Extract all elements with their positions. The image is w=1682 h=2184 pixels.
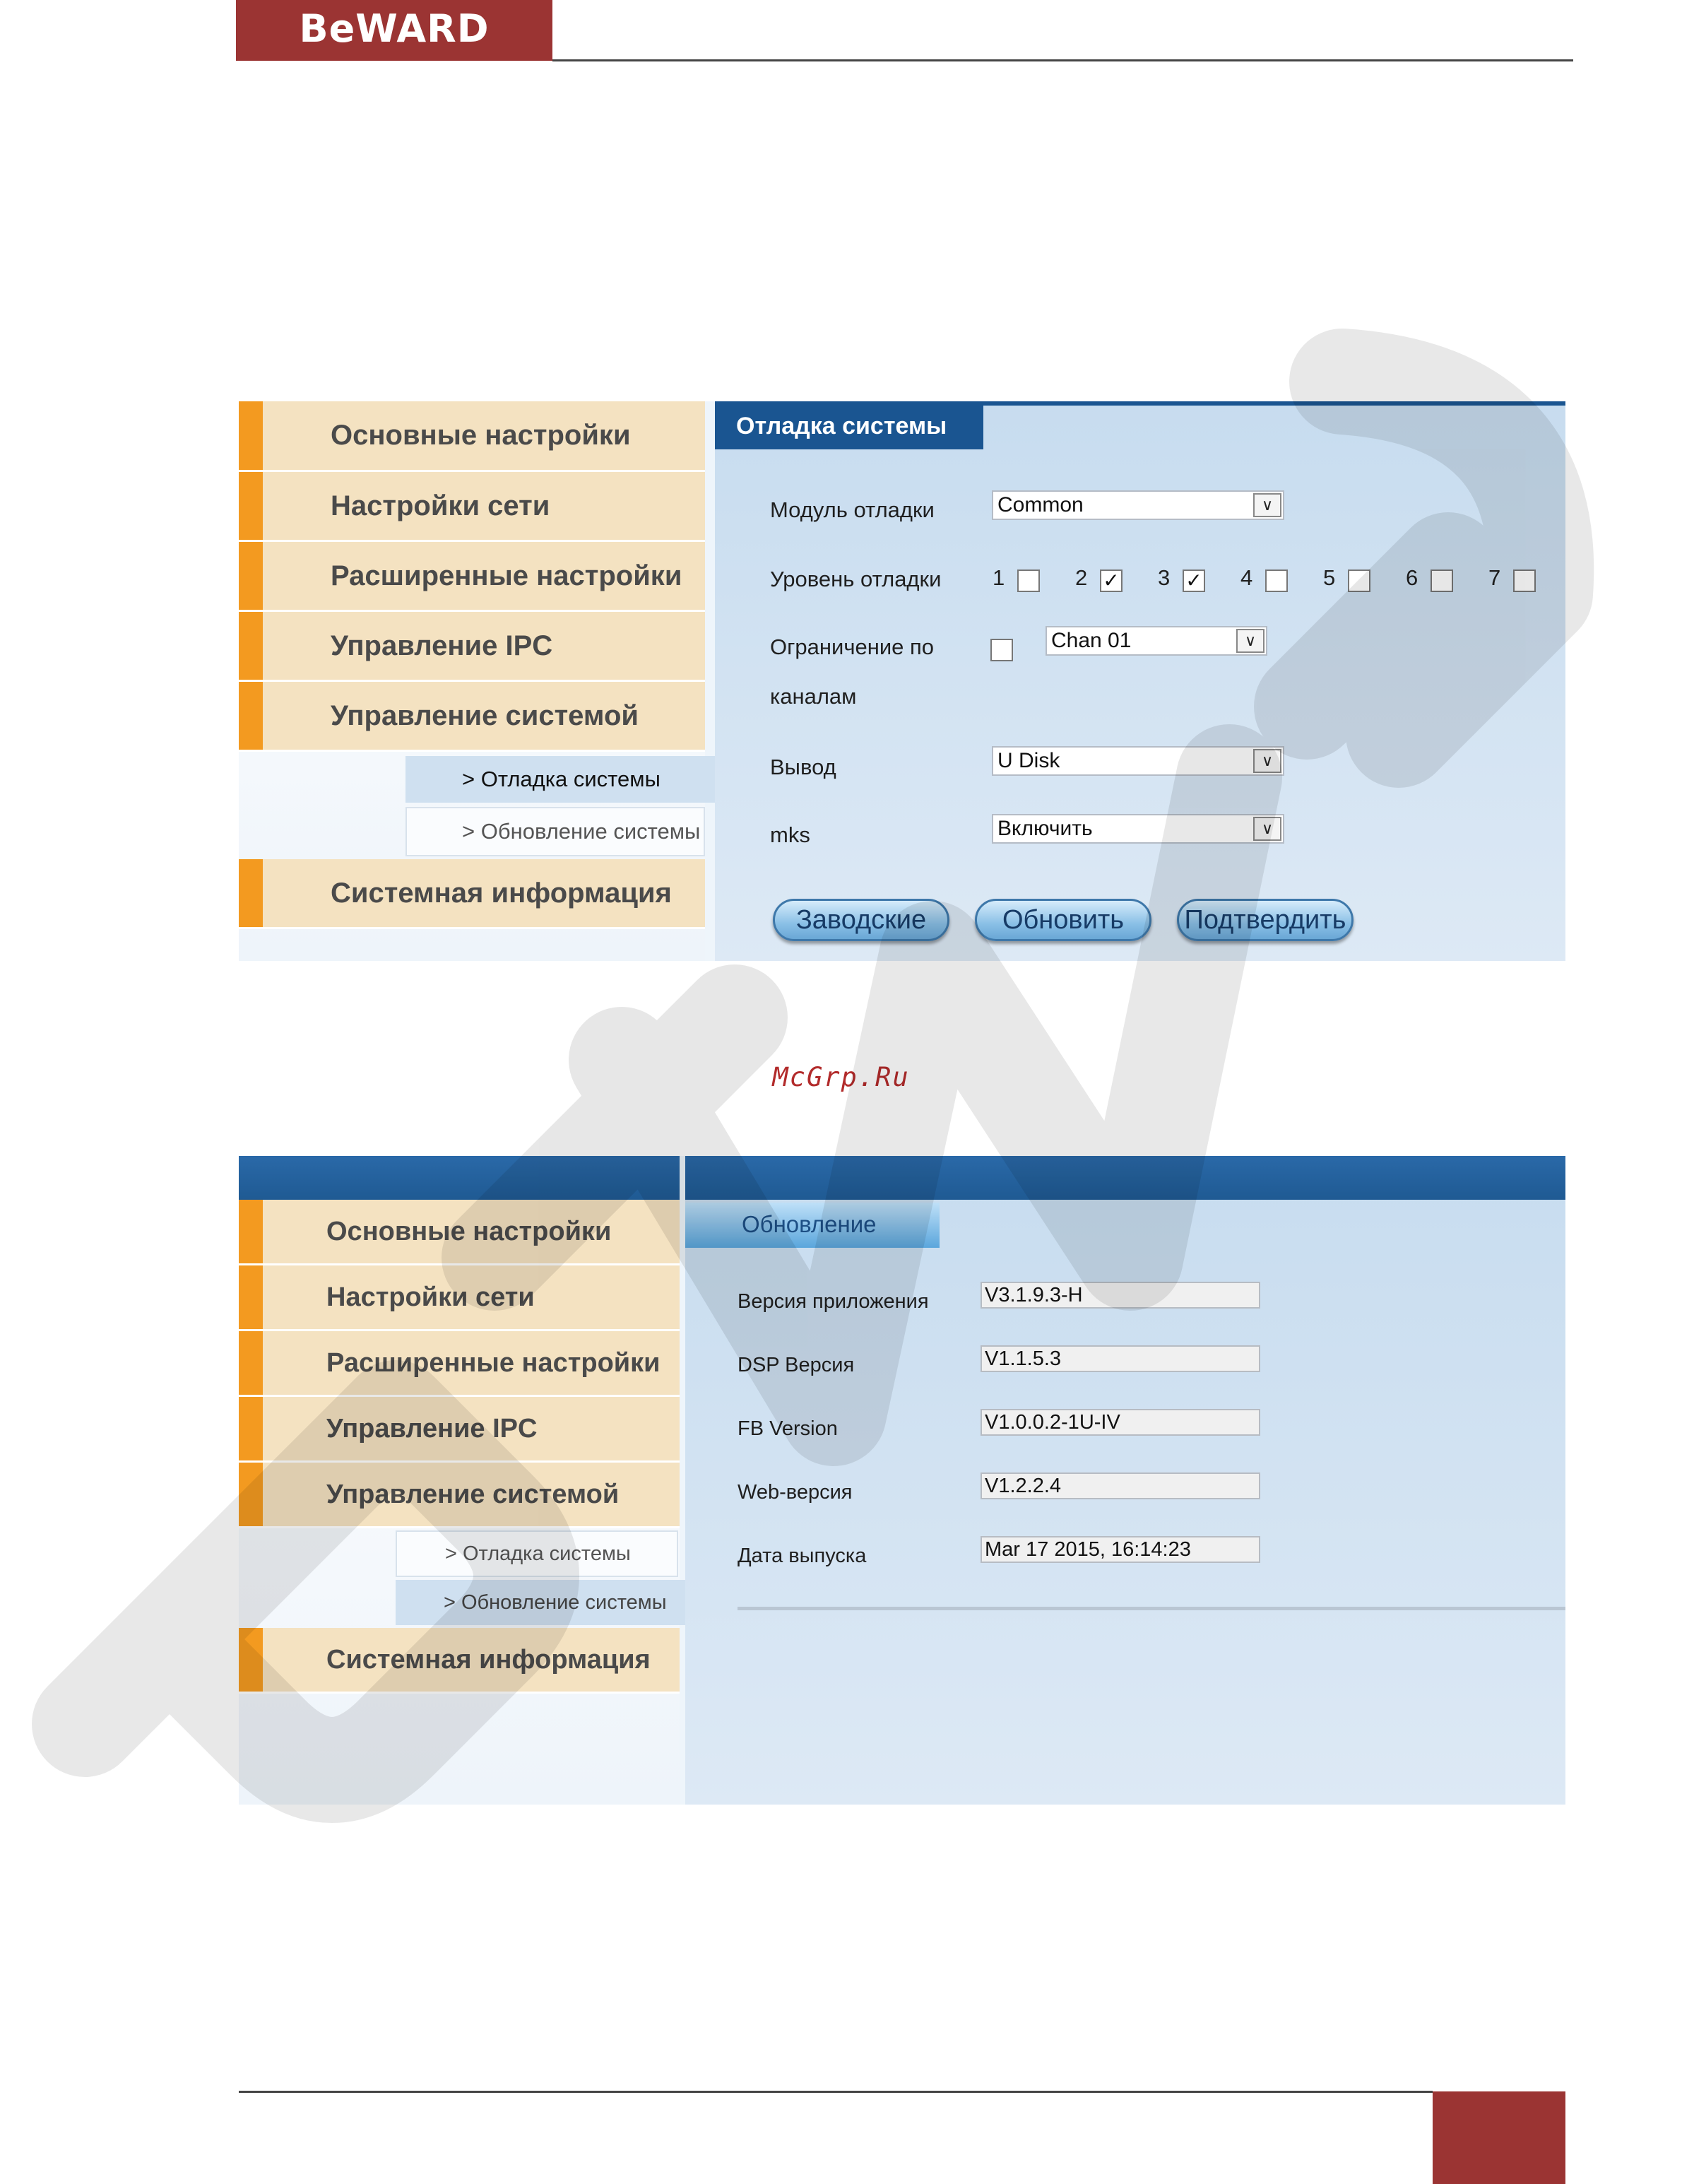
update-screenshot [239,1156,1565,1805]
debug-module-label: Модуль отладки [770,497,935,522]
chevron-down-icon[interactable]: ∨ [1253,817,1281,841]
debug-module-value: Common [997,493,1084,517]
nav-label: Управление IPC [326,1413,538,1444]
mks-value: Включить [997,817,1093,840]
chevron-down-icon[interactable]: ∨ [1253,749,1281,773]
footer-page-box [1433,2091,1565,2184]
nav-label: Управление системой [331,700,639,731]
channel-select[interactable] [1046,626,1267,656]
debug-module-select[interactable] [992,490,1284,520]
nav-label: Системная информация [326,1644,651,1675]
web-version-field: V1.2.2.4 [981,1472,1260,1499]
debug-panel [715,401,1565,961]
channel-limit-label: Ограничение по [770,634,935,659]
subnav-system-debug[interactable]: > Отладка системы [405,756,716,803]
nav-label: Основные настройки [326,1216,612,1246]
level-number: 6 [1406,565,1419,590]
nav-basic-settings[interactable] [239,1200,680,1265]
fb-version-field: V1.0.0.2-1U-IV [981,1409,1260,1436]
web-version-label: Web-версия [738,1481,853,1504]
nav-label: Управление IPC [331,630,553,661]
level-3-checkbox[interactable]: ✓ [1183,569,1205,592]
site-watermark-text: McGrp.Ru [772,1062,910,1092]
brand-logo: BeWARD [299,6,490,51]
output-select[interactable] [992,746,1284,776]
nav-label: Системная информация [331,877,672,909]
level-number: 7 [1488,565,1501,590]
app-version-label: Версия приложения [738,1290,929,1313]
level-6-checkbox[interactable] [1431,569,1453,592]
nav-ipc-management[interactable] [239,612,705,682]
nav-system-management[interactable] [239,1463,680,1528]
level-number: 4 [1240,565,1253,590]
subnav-system-update[interactable]: > Обновление системы [396,1580,685,1625]
channel-limit-label-cont: каналам [770,684,857,709]
sidebar [239,401,705,961]
level-number: 3 [1158,565,1171,590]
chevron-down-icon[interactable]: ∨ [1253,493,1281,517]
level-number: 2 [1075,565,1088,590]
channel-limit-checkbox[interactable] [990,639,1013,661]
nav-network-settings[interactable] [239,1265,680,1331]
level-number: 5 [1323,565,1336,590]
header-rule [552,59,1573,61]
nav-advanced-settings[interactable] [239,1331,680,1397]
sidebar [239,1156,680,1805]
channel-value: Chan 01 [1051,629,1132,652]
nav-label: Управление системой [326,1479,620,1509]
chevron-down-icon[interactable]: ∨ [1236,629,1265,653]
subnav-system-update[interactable]: > Обновление системы [405,807,705,856]
fb-version-label: FB Version [738,1417,838,1440]
tab-update[interactable]: Обновление [685,1203,940,1248]
debug-screenshot [239,401,1565,961]
divider [738,1607,1565,1610]
panel-header-bar [685,1156,1565,1200]
level-7-checkbox[interactable] [1513,569,1536,592]
nav-system-management[interactable] [239,682,705,752]
mks-label: mks [770,822,810,847]
release-date-field: Mar 17 2015, 16:14:23 [981,1536,1260,1563]
release-date-label: Дата выпуска [738,1545,867,1567]
dsp-version-field: V1.1.5.3 [981,1345,1260,1372]
level-number: 1 [993,565,1005,590]
output-value: U Disk [997,749,1060,772]
level-5-checkbox[interactable] [1348,569,1370,592]
app-version-field: V3.1.9.3-H [981,1282,1260,1309]
sidebar-header-bar [239,1156,680,1200]
nav-system-info[interactable] [239,859,705,929]
nav-ipc-management[interactable] [239,1397,680,1463]
output-label: Вывод [770,755,836,779]
level-2-checkbox[interactable]: ✓ [1100,569,1123,592]
nav-label: Основные настройки [331,420,631,451]
debug-level-label: Уровень отладки [770,567,942,591]
update-panel [685,1156,1565,1805]
nav-advanced-settings[interactable] [239,542,705,612]
dsp-version-label: DSP Версия [738,1354,855,1376]
factory-defaults-button[interactable]: Заводские [773,899,949,941]
tab-system-debug[interactable]: Отладка системы [715,406,983,449]
nav-label: Настройки сети [326,1282,535,1312]
mks-select[interactable] [992,814,1284,844]
confirm-button[interactable]: Подтвердить [1177,899,1354,941]
footer-rule [239,2091,1433,2093]
refresh-button[interactable]: Обновить [975,899,1151,941]
nav-label: Расширенные настройки [331,560,682,591]
subnav-system-debug[interactable]: > Отладка системы [396,1530,678,1577]
nav-label: Настройки сети [331,490,550,521]
nav-basic-settings[interactable] [239,401,705,472]
nav-label: Расширенные настройки [326,1347,661,1378]
nav-network-settings[interactable] [239,472,705,542]
nav-system-info[interactable] [239,1628,680,1694]
level-1-checkbox[interactable] [1017,569,1040,592]
level-4-checkbox[interactable] [1265,569,1288,592]
